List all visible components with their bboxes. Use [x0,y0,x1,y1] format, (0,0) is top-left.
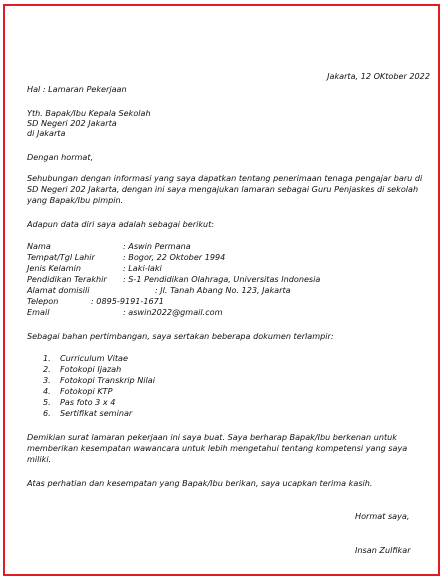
list-item-number: 2. [43,364,51,374]
personal-value: : Jl. Tanah Abang No. 123, Jakarta [155,285,291,295]
list-item-number: 1. [43,353,51,363]
intro-line-1: Sehubungan dengan informasi yang saya dapatkan tentang penerimaan tenaga pengajar baru di [27,173,423,183]
list-item: Fotokopi Ijazah [60,364,122,374]
list-item: Fotokopi KTP [60,386,113,396]
list-item-number: 4. [43,386,51,396]
greeting: Dengan hormat, [27,152,94,162]
personal-value: : S-1 Pendidikan Olahraga, Universitas Indonesia [123,274,321,284]
data-intro: Adapun data diri saya adalah sebagai berikut: [27,219,215,229]
personal-label: Alamat domisili [27,285,90,295]
intro-line-3: yang Bapak/Ibu pimpin. [27,195,124,205]
regards: Hormat saya, [355,511,410,521]
signer-name: Insan Zulfikar [355,545,411,555]
letter-date: Jakarta, 12 OKtober 2022 [327,71,430,81]
personal-value: : aswin2022@gmail.com [123,307,223,317]
letter-subject: Hal : Lamaran Pekerjaan [27,84,127,94]
personal-value: : 0895-9191-1671 [91,296,164,306]
personal-label: Nama [27,241,51,251]
list-item: Sertifikat seminar [60,408,133,418]
personal-label: Tempat/Tgl Lahir [27,252,95,262]
personal-value: : Bogor, 22 Oktober 1994 [123,252,226,262]
closing-line-2: memberikan kesempatan wawancara untuk lebih mengetahui tentang kompetensi yang saya [27,443,408,453]
personal-value: : Aswin Permana [123,241,191,251]
list-item-number: 5. [43,397,51,407]
list-item-number: 3. [43,375,51,385]
intro-line-2: SD Negeri 202 Jakarta, dengan ini saya mengajukan lamaran sebagai Guru Penjaskes di sekolah [27,184,419,194]
personal-label: Pendidikan Terakhir [27,274,107,284]
closing-line-3: miliki. [27,454,52,464]
thanks-line: Atas perhatian dan kesempatan yang Bapak/Ibu berikan, saya ucapkan terima kasih. [27,478,373,488]
list-item: Fotokopi Transkrip Nilai [60,375,156,385]
list-item: Curriculum Vitae [60,353,128,363]
personal-label: Jenis Kelamin [27,263,82,273]
recipient-line-3: di Jakarta [27,128,66,138]
attachments-intro: Sebagai bahan pertimbangan, saya sertakan beberapa dokumen terlampir: [27,331,334,341]
recipient-line-2: SD Negeri 202 Jakarta [27,118,117,128]
list-item-number: 6. [43,408,51,418]
closing-line-1: Demikian surat lamaran pekerjaan ini saya buat. Saya berharap Bapak/Ibu berkenan untuk [27,432,397,442]
personal-value: : Laki-laki [123,263,162,273]
list-item: Pas foto 3 x 4 [60,397,116,407]
personal-label: Telepon [27,296,59,306]
personal-label: Email [27,307,50,317]
recipient-line-1: Yth. Bapak/Ibu Kepala Sekolah [27,108,151,118]
